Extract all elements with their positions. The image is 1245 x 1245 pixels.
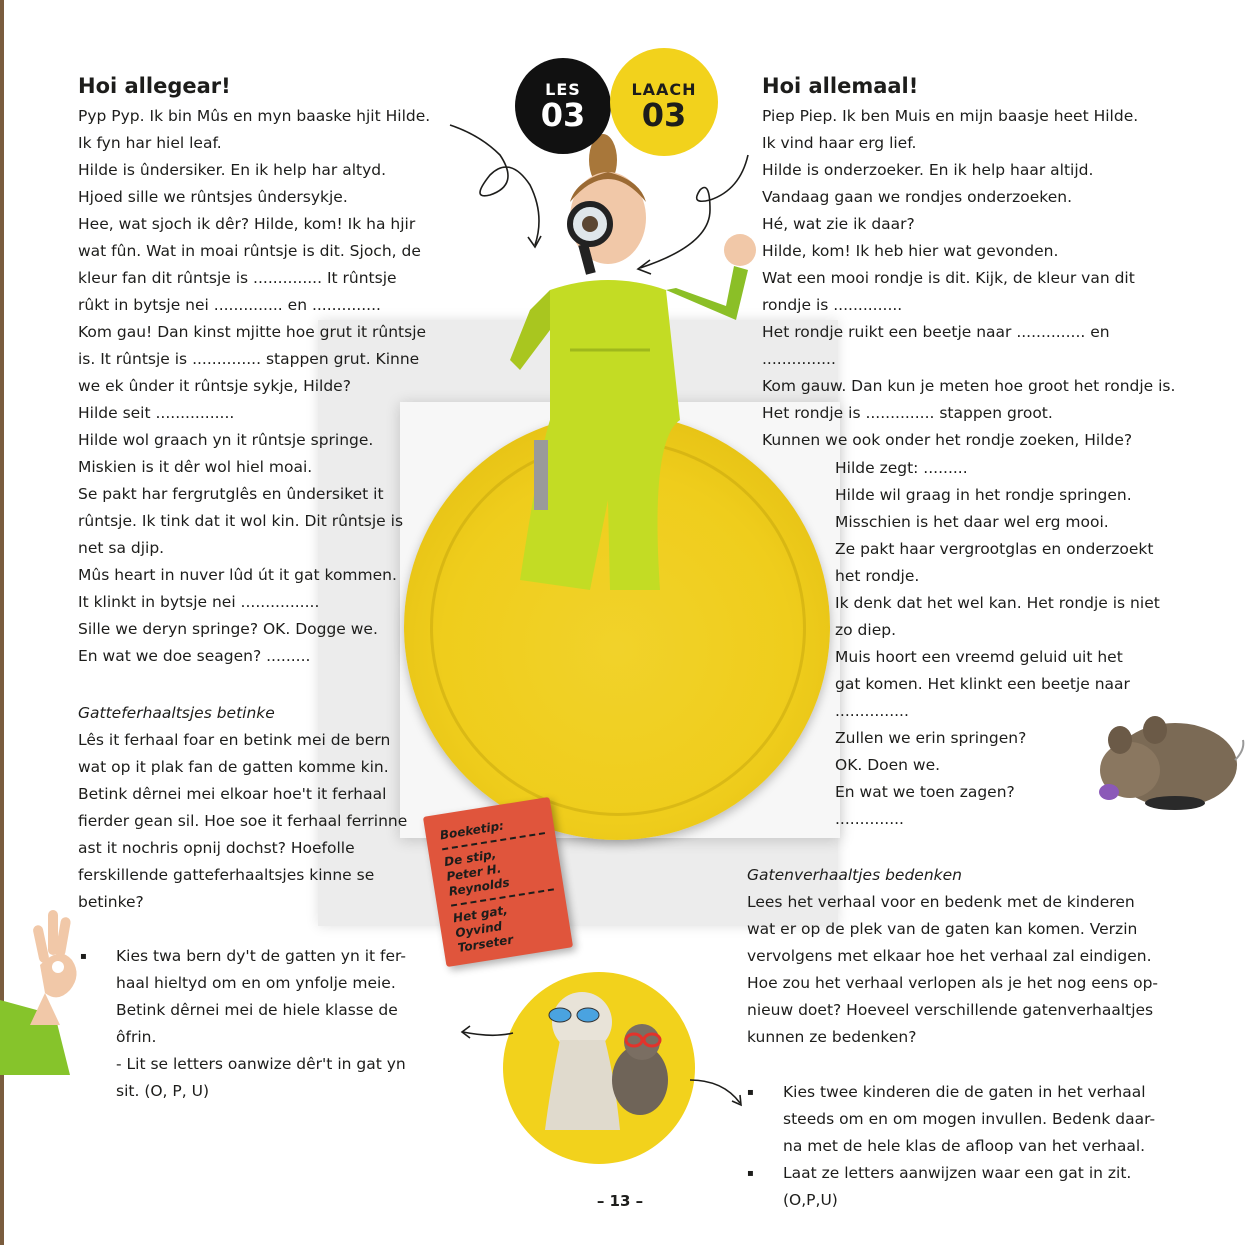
laach-badge-number: 03 — [641, 96, 687, 134]
lesson-badge — [515, 58, 611, 154]
laach-badge-label: LAACH — [631, 80, 697, 99]
arrow-left-to-bullets — [458, 1018, 518, 1048]
page-number: – 13 – — [596, 1192, 644, 1210]
book-tip-card — [423, 797, 573, 967]
left-bullet-list — [80, 943, 460, 1105]
right-section-title: Gatenverhaaltjes bedenken — [747, 866, 962, 884]
right-bullet-item: ▪ Laat ze letters aanwijzen waar een gat in zit. (O,P,U) — [747, 1160, 1197, 1214]
laach-badge — [610, 48, 718, 156]
ok-hand-photo — [0, 905, 110, 1075]
lesson-badge-number: 03 — [540, 96, 586, 134]
right-bullet-item: ▪ Kies twee kinderen die de gaten in het verhaal steeds om en om mogen invullen. Bedenk daar- na met de hele klas de afloop van het verhaal. — [747, 1079, 1197, 1160]
left-section-title: Gatteferhaaltsjes betinke — [78, 704, 275, 722]
toy-mouse-photo — [1095, 700, 1245, 815]
right-story-top: Piep Piep. Ik ben Muis en mijn baasje heet Hilde. Ik vind haar erg lief. Hilde is onderzoeker. En ik help haar altijd. Vandaag gaan we rondjes onderzoeken. Hé, wat zie ik daar? Hilde, kom! Ik heb hier wat gevonden. Wat een mooi rondje is dit. Kijk, de kleur van dit rondje is .............. Het rondje ruikt een beetje naar .............. en ............... Kom gauw. Dan kun je meten hoe groot het rondje is. Het rondje is .............. stappen groot. Kunnen we ook onder het rondje zoeken, Hilde? — [762, 107, 1176, 449]
book-tip-entry-1: De stip, Peter H. Reynolds — [443, 847, 511, 899]
left-bullet-item: ▪ Kies twa bern dy't de gatten yn it fer- haal hieltyd om en om ynfolje meie. Betink dêrnei mei de hiele klasse de ôfrin. - Lit se letters oanwize dêr't in gat yn sit. (O, P, U) — [80, 943, 460, 1105]
left-story: Pyp Pyp. Ik bin Mûs en myn baaske hjit Hilde. Ik fyn har hiel leaf. Hilde is ûndersiker. En ik help har altyd. Hjoed sille we rûntsjes ûndersykje. Hee, wat sjoch ik dêr? Hilde, kom! Ik ha hjir wat fûn. Wat in moai rûntsje is dit. Sjoch, de kleur fan dit rûntsje is .............. It rûntsje rûkt in bytsje nei .............. en .............. Kom gau! Dan kinst mjitte hoe grut it rûntsje is. It rûntsje is .............. stappen grut. Kinne we ek ûnder it rûntsje sykje, Hilde? Hilde seit ................ Hilde wol graach yn it rûntsje springe. Miskien is it dêr wol hiel moai. Se pakt har fergrutglês en ûndersiket it rûntsje. Ik tink dat it wol kin. Dit rûntsje is net sa djip. Mûs heart in nuver lûd út it gat kommen. It klinkt in bytsje nei ................ Sille we deryn springe? OK. Dogge we. En wat we doe seagen? ......... — [78, 107, 431, 665]
curly-arrow-right — [630, 150, 760, 280]
right-title: Hoi allemaal! — [762, 74, 919, 98]
right-story-indented: Hilde zegt: ......... Hilde wil graag in het rondje springen. Misschien is het daar wel erg mooi. Ze pakt haar vergrootglas en onderzoekt het rondje. Ik denk dat het wel kan. Het rondje is niet zo diep. Muis hoort een vreemd geluid uit het gat komen. Het klinkt een beetje naar ............... Zullen we erin springen? OK. Doen we. En wat we toen zagen? .............. — [835, 459, 1160, 828]
left-section-text: Lês it ferhaal foar en betink mei de bern wat op it plak fan de gatten komme kin. Betink dêrnei mei elkoar hoe't it ferhaal fierder gean sil. Hoe soe it ferhaal ferrinne ast it nochris opnij dochst? Hoefolle ferskillende gatteferhaaltsjes kinne se betinke? — [78, 731, 408, 911]
right-bullet-list — [747, 1079, 1197, 1214]
dog-and-rat-photo — [530, 980, 690, 1145]
book-tip-heading: Boeketip: — [438, 818, 505, 843]
left-title: Hoi allegear! — [78, 74, 231, 98]
right-section-text: Lees het verhaal voor en bedenk met de kinderen wat er op de plek van de gaten kan komen. Verzin vervolgens met elkaar hoe het verhaal zal eindigen. Hoe zou het verhaal verlopen als je het nog eens op- nieuw doet? Hoeveel verschillende gatenverhaaltjes kunnen ze bedenken? — [747, 893, 1159, 1046]
book-tip-entry-2: Het gat, Oyvind Torseter — [452, 902, 515, 956]
arrow-right-to-bullets — [688, 1075, 748, 1115]
lesson-badge-label: LES — [545, 80, 581, 99]
